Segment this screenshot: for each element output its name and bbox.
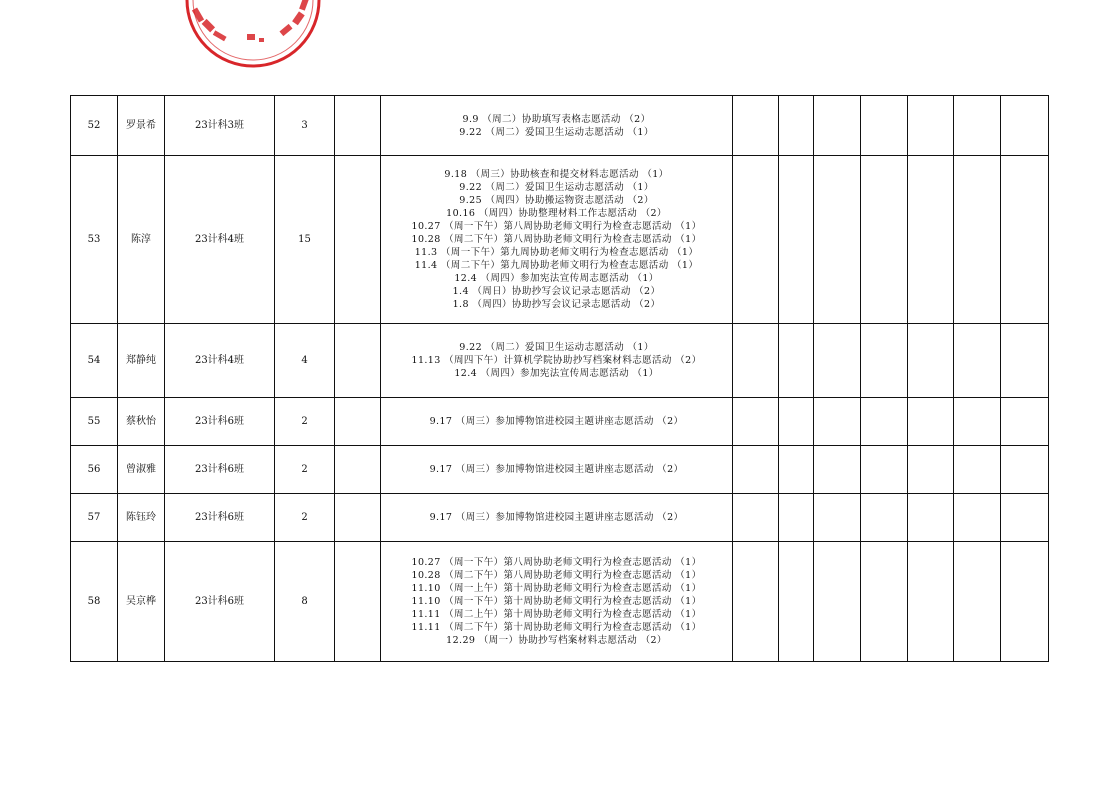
cell-empty [779,96,814,156]
activity-entry: 11.11 （周二上午）第十周协助老师文明行为检查志愿活动 （1） [411,609,702,620]
activity-entry: 1.4 （周日）协助抄写会议记录志愿活动 （2） [452,286,661,297]
cell-empty [814,324,861,398]
cell-empty [335,96,381,156]
cell-empty [954,446,1001,494]
activity-entry: 9.22 （周二）爱国卫生运动志愿活动 （1） [459,342,654,353]
cell-empty [954,398,1001,446]
activity-entry: 9.17 （周三）参加博物馆进校园主题讲座志愿活动 （2） [429,416,684,427]
cell-empty [1001,96,1049,156]
cell-empty [861,542,908,662]
cell-student-name: 陈淳 [118,156,165,324]
activity-entry: 12.29 （周一）协助抄写档案材料志愿活动 （2） [446,635,667,646]
cell-empty [908,542,954,662]
cell-empty [335,156,381,324]
cell-empty [733,96,779,156]
cell-number: 58 [71,542,118,662]
cell-empty [814,446,861,494]
cell-activities [381,324,733,398]
cell-empty [814,494,861,542]
activity-entry: 9.17 （周三）参加博物馆进校园主题讲座志愿活动 （2） [429,464,684,475]
activity-entry: 1.8 （周四）协助抄写会议记录志愿活动 （2） [452,299,661,310]
seal-stamp-icon [183,0,323,68]
cell-activities [381,96,733,156]
cell-class: 23计科6班 [165,542,275,662]
cell-empty [861,398,908,446]
cell-empty [861,446,908,494]
table-row [71,494,1049,542]
cell-empty [954,96,1001,156]
cell-empty [954,494,1001,542]
activity-entry: 11.10 （周一下午）第十周协助老师文明行为检查志愿活动 （1） [411,596,702,607]
cell-student-name: 曾淑雅 [118,446,165,494]
cell-empty [908,324,954,398]
cell-empty [1001,542,1049,662]
cell-empty [335,324,381,398]
activity-entry: 9.25 （周四）协助搬运物资志愿活动 （2） [459,195,654,206]
activity-entry: 11.13 （周四下午）计算机学院协助抄写档案材料志愿活动 （2） [411,355,702,366]
table-row [71,324,1049,398]
cell-empty [779,542,814,662]
cell-hours: 15 [275,156,335,324]
volunteer-roster-table [70,95,1049,662]
cell-empty [908,156,954,324]
cell-empty [733,542,779,662]
cell-empty [733,494,779,542]
cell-hours: 2 [275,398,335,446]
cell-empty [908,398,954,446]
cell-student-name: 罗景希 [118,96,165,156]
cell-empty [335,398,381,446]
cell-empty [335,494,381,542]
table-row [71,542,1049,662]
cell-empty [733,324,779,398]
cell-empty [733,156,779,324]
roster-body [71,96,1049,662]
cell-activities [381,156,733,324]
cell-class: 23计科3班 [165,96,275,156]
activity-entry: 11.10 （周一上午）第十周协助老师文明行为检查志愿活动 （1） [411,583,702,594]
activity-entry: 11.3 （周一下午）第九周协助老师文明行为检查志愿活动 （1） [414,247,699,258]
cell-empty [814,156,861,324]
cell-empty [1001,446,1049,494]
cell-class: 23计科6班 [165,494,275,542]
cell-empty [779,156,814,324]
cell-empty [335,446,381,494]
cell-empty [779,398,814,446]
cell-number: 54 [71,324,118,398]
cell-empty [814,96,861,156]
activity-entry: 11.11 （周二下午）第十周协助老师文明行为检查志愿活动 （1） [411,622,702,633]
table-row [71,398,1049,446]
activity-entry: 10.27 （周一下午）第八周协助老师文明行为检查志愿活动 （1） [411,557,702,568]
cell-empty [861,96,908,156]
cell-number: 52 [71,96,118,156]
cell-empty [908,96,954,156]
cell-empty [1001,324,1049,398]
activity-entry: 9.9 （周二）协助填写表格志愿活动 （2） [462,113,651,125]
activity-entry: 10.27 （周一下午）第八周协助老师文明行为检查志愿活动 （1） [411,221,702,232]
cell-student-name: 吴京桦 [118,542,165,662]
cell-empty [1001,494,1049,542]
table-row [71,156,1049,324]
cell-activities [381,398,733,446]
cell-empty [954,156,1001,324]
cell-empty [908,494,954,542]
cell-student-name: 蔡秋怡 [118,398,165,446]
cell-student-name: 陈钰玲 [118,494,165,542]
activity-entry: 10.28 （周二下午）第八周协助老师文明行为检查志愿活动 （1） [411,234,702,245]
cell-empty [814,542,861,662]
activity-entry: 9.22 （周二）爱国卫生运动志愿活动 （1） [459,126,654,138]
cell-activities [381,494,733,542]
activity-entry: 9.17 （周三）参加博物馆进校园主题讲座志愿活动 （2） [429,512,684,523]
activity-entry: 10.28 （周二下午）第八周协助老师文明行为检查志愿活动 （1） [411,570,702,581]
cell-empty [861,156,908,324]
cell-empty [779,324,814,398]
table-row [71,446,1049,494]
cell-empty [335,542,381,662]
cell-student-name: 郑静纯 [118,324,165,398]
cell-class: 23计科4班 [165,156,275,324]
activity-entry: 9.18 （周三）协助核查和提交材料志愿活动 （1） [444,169,669,180]
cell-empty [733,446,779,494]
activity-entry: 11.4 （周二下午）第九周协助老师文明行为检查志愿活动 （1） [414,260,699,271]
table-row [71,96,1049,156]
activity-entry: 10.16 （周四）协助整理材料工作志愿活动 （2） [446,208,667,219]
cell-empty [861,324,908,398]
activity-entry: 9.22 （周二）爱国卫生运动志愿活动 （1） [459,182,654,193]
cell-number: 56 [71,446,118,494]
cell-empty [1001,156,1049,324]
cell-empty [1001,398,1049,446]
cell-hours: 4 [275,324,335,398]
cell-class: 23计科6班 [165,446,275,494]
cell-hours: 8 [275,542,335,662]
activity-entry: 12.4 （周四）参加宪法宣传周志愿活动 （1） [454,368,659,379]
cell-activities [381,446,733,494]
cell-number: 57 [71,494,118,542]
cell-number: 55 [71,398,118,446]
cell-empty [861,494,908,542]
cell-empty [779,446,814,494]
cell-hours: 3 [275,96,335,156]
cell-number: 53 [71,156,118,324]
cell-hours: 2 [275,446,335,494]
cell-empty [954,542,1001,662]
cell-class: 23计科4班 [165,324,275,398]
activity-entry: 12.4 （周四）参加宪法宣传周志愿活动 （1） [454,273,659,284]
cell-empty [779,494,814,542]
cell-hours: 2 [275,494,335,542]
cell-activities [381,542,733,662]
cell-empty [814,398,861,446]
cell-empty [954,324,1001,398]
cell-empty [908,446,954,494]
cell-class: 23计科6班 [165,398,275,446]
cell-empty [733,398,779,446]
